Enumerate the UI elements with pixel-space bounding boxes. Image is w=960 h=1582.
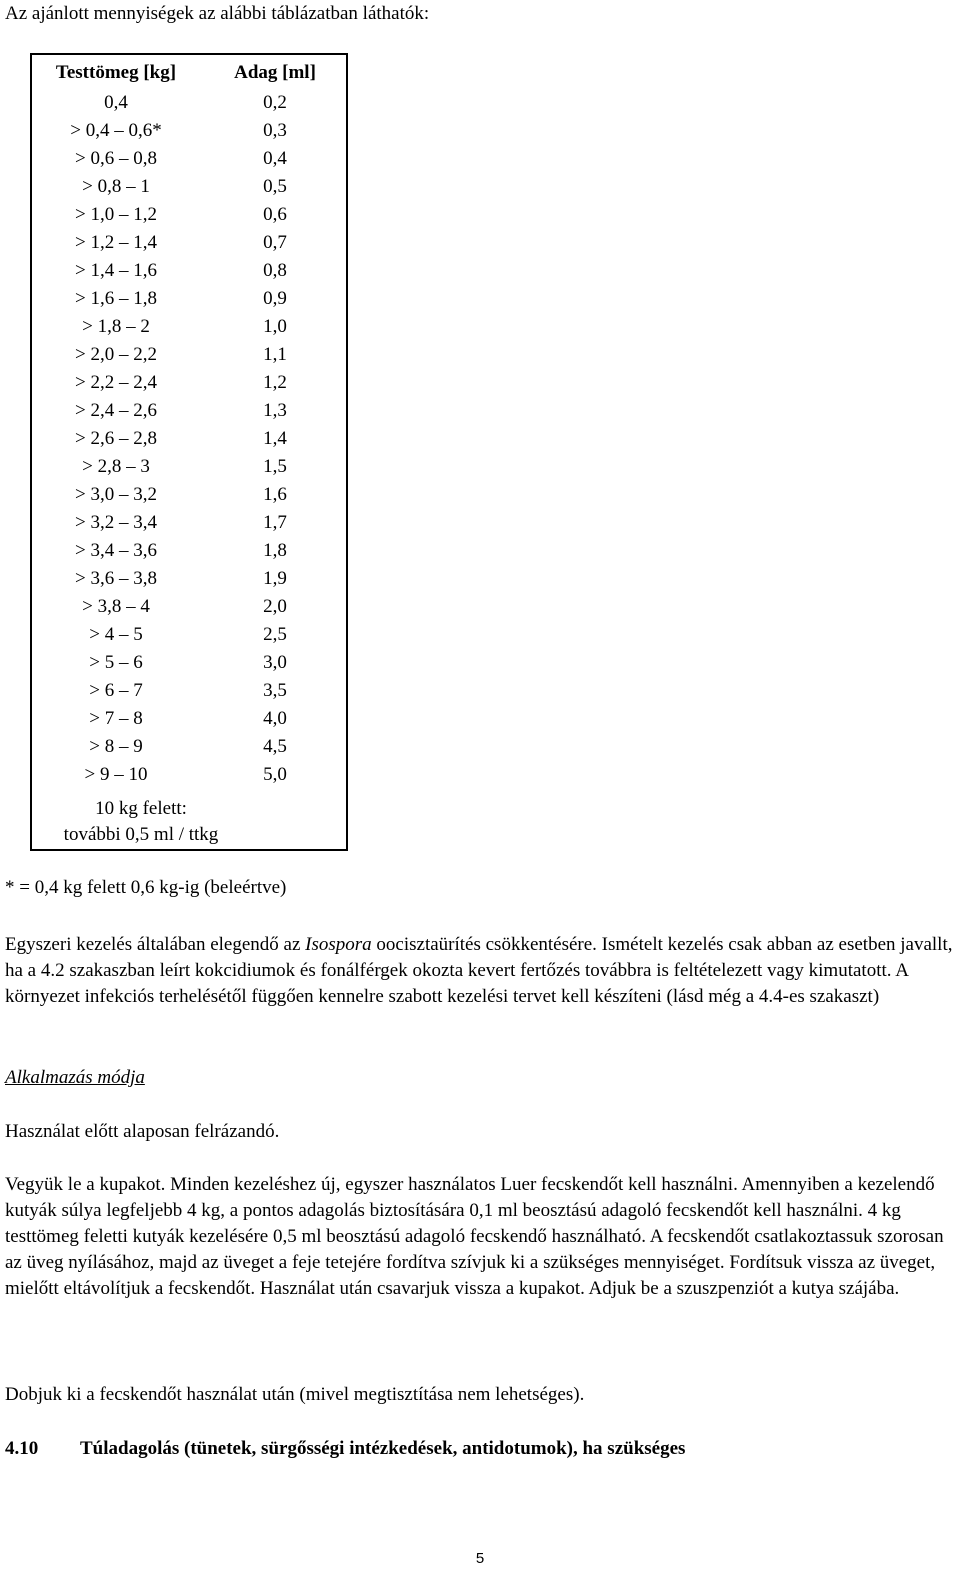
dose-cell: 5,0	[263, 764, 287, 785]
dose-cell: 2,0	[263, 596, 287, 617]
dose-cell: 4,5	[263, 736, 287, 757]
dose-cell: 3,5	[263, 680, 287, 701]
table-row	[32, 201, 346, 229]
dose-cell: 1,3	[263, 400, 287, 421]
weight-cell: > 0,8 – 1	[82, 176, 150, 197]
weight-cell: > 0,4 – 0,6*	[70, 120, 162, 141]
dose-cell: 0,2	[263, 92, 287, 113]
administration-heading: Alkalmazás módja	[5, 1067, 145, 1088]
table-row	[32, 369, 346, 397]
table-row	[32, 733, 346, 761]
header-body-weight: Testtömeg [kg]	[55, 62, 177, 83]
table-row	[32, 649, 346, 677]
dosage-table	[30, 53, 348, 851]
treatment-paragraph	[5, 932, 955, 1010]
table-row	[32, 341, 346, 369]
table-row	[32, 761, 346, 789]
weight-cell: > 1,6 – 1,8	[75, 288, 157, 309]
weight-cell: > 4 – 5	[89, 624, 143, 645]
dose-cell: 0,8	[263, 260, 287, 281]
weight-cell: 0,4	[104, 92, 128, 113]
dose-cell: 3,0	[263, 652, 287, 673]
table-row	[32, 621, 346, 649]
dose-cell: 1,9	[263, 568, 287, 589]
table-row	[32, 677, 346, 705]
weight-cell: > 2,6 – 2,8	[75, 428, 157, 449]
weight-cell: > 2,2 – 2,4	[75, 372, 157, 393]
weight-cell: > 3,8 – 4	[82, 596, 150, 617]
weight-cell: > 1,8 – 2	[82, 316, 150, 337]
weight-cell: > 2,0 – 2,2	[75, 344, 157, 365]
table-row	[32, 537, 346, 565]
dose-cell: 2,5	[263, 624, 287, 645]
dose-cell: 1,2	[263, 372, 287, 393]
weight-cell: > 8 – 9	[89, 736, 143, 757]
table-row	[32, 257, 346, 285]
dose-cell: 1,7	[263, 512, 287, 533]
table-row	[32, 593, 346, 621]
weight-cell: > 9 – 10	[84, 764, 148, 785]
weight-cell: > 1,0 – 1,2	[75, 204, 157, 225]
dose-cell: 1,1	[263, 344, 287, 365]
dose-cell: 0,6	[263, 204, 287, 225]
weight-cell: > 2,4 – 2,6	[75, 400, 157, 421]
weight-cell: > 1,4 – 1,6	[75, 260, 157, 281]
disposal-paragraph: Dobjuk ki a fecskendőt használat után (mivel megtisztítása nem lehetséges).	[5, 1384, 585, 1405]
table-row	[32, 565, 346, 593]
page-number: 5	[475, 1550, 485, 1567]
dose-cell: 0,5	[263, 176, 287, 197]
weight-cell: > 5 – 6	[89, 652, 143, 673]
section-number: 4.10	[5, 1438, 39, 1459]
table-row	[32, 705, 346, 733]
table-row	[32, 313, 346, 341]
dose-cell: 0,4	[263, 148, 287, 169]
table-row	[32, 229, 346, 257]
weight-cell: > 3,0 – 3,2	[75, 484, 157, 505]
treatment-text-start: Egyszeri kezelés általában elegendő az	[5, 934, 306, 955]
dose-cell: 1,8	[263, 540, 287, 561]
table-row	[32, 173, 346, 201]
weight-cell: > 3,2 – 3,4	[75, 512, 157, 533]
dose-cell: 1,6	[263, 484, 287, 505]
header-dose: Adag [ml]	[234, 62, 316, 83]
weight-cell: > 2,8 – 3	[82, 456, 150, 477]
weight-cell: > 0,6 – 0,8	[75, 148, 157, 169]
weight-cell: > 3,6 – 3,8	[75, 568, 157, 589]
section-title: Túladagolás (tünetek, sürgősségi intézkedések, antidotumok), ha szükséges	[80, 1438, 686, 1459]
dose-cell: 1,5	[263, 456, 287, 477]
section-heading	[5, 1437, 685, 1461]
treatment-text-end: oocisztaürítés csökkentésére. Ismételt kezelés csak abban az esetben javallt, ha a 4.2 szakaszban leírt kokcidiumok és fonálférgek okozta kevert fertőzés továbbra is feltételezett vagy kimutatott. A környezet infekciós terhelésétől függően kennelre szabott kezelési tervet kell készíteni (lásd még a 4.4-es szakaszt)	[5, 934, 953, 1007]
species-name: Isospora	[305, 934, 372, 955]
intro-text: Az ajánlott mennyiségek az alábbi táblázatban láthatók:	[5, 3, 430, 24]
dose-cell: 4,0	[263, 708, 287, 729]
table-row	[32, 89, 346, 117]
table-row	[32, 145, 346, 173]
administration-paragraph: Vegyük le a kupakot. Minden kezeléshez új, egyszer használatos Luer fecskendőt kell használni. Amennyiben a kezelendő kutyák súlya legfeljebb 4 kg, a pontos adagolás biztosítására 0,1 ml beosztású adagoló fecskendőt kell használni. 4 kg testtömeg feletti kutyák kezelésére 0,5 ml beosztású adagoló fecskendő használható. A fecskendőt csatlakoztassuk szorosan az üveg nyílásához, majd az üveget a feje tetejére fordítva szívjuk ki a szükséges mennyiséget. Fordítsuk vissza az üveget, mielőtt eltávolítjuk a fecskendőt. Használat után csavarjuk vissza a kupakot. Adjuk be a szuszpenziót a kutya szájába.	[5, 1174, 944, 1299]
footnote: * = 0,4 kg felett 0,6 kg-ig (beleértve)	[5, 877, 287, 898]
table-footer-line1: 10 kg felett:	[95, 798, 187, 819]
weight-cell: > 1,2 – 1,4	[75, 232, 157, 253]
weight-cell: > 6 – 7	[89, 680, 143, 701]
table-rows	[32, 89, 346, 789]
weight-cell: > 7 – 8	[89, 708, 143, 729]
table-row	[32, 285, 346, 313]
table-row	[32, 453, 346, 481]
table-row	[32, 481, 346, 509]
weight-cell: > 3,4 – 3,6	[75, 540, 157, 561]
table-row	[32, 509, 346, 537]
dose-cell: 1,4	[263, 428, 287, 449]
table-row	[32, 425, 346, 453]
dose-cell: 1,0	[263, 316, 287, 337]
table-row	[32, 117, 346, 145]
dose-cell: 0,3	[263, 120, 287, 141]
table-footer-line2: további 0,5 ml / ttkg	[63, 824, 219, 845]
shake-instruction: Használat előtt alaposan felrázandó.	[5, 1121, 280, 1142]
dose-cell: 0,7	[263, 232, 287, 253]
table-row	[32, 397, 346, 425]
dose-cell: 0,9	[263, 288, 287, 309]
